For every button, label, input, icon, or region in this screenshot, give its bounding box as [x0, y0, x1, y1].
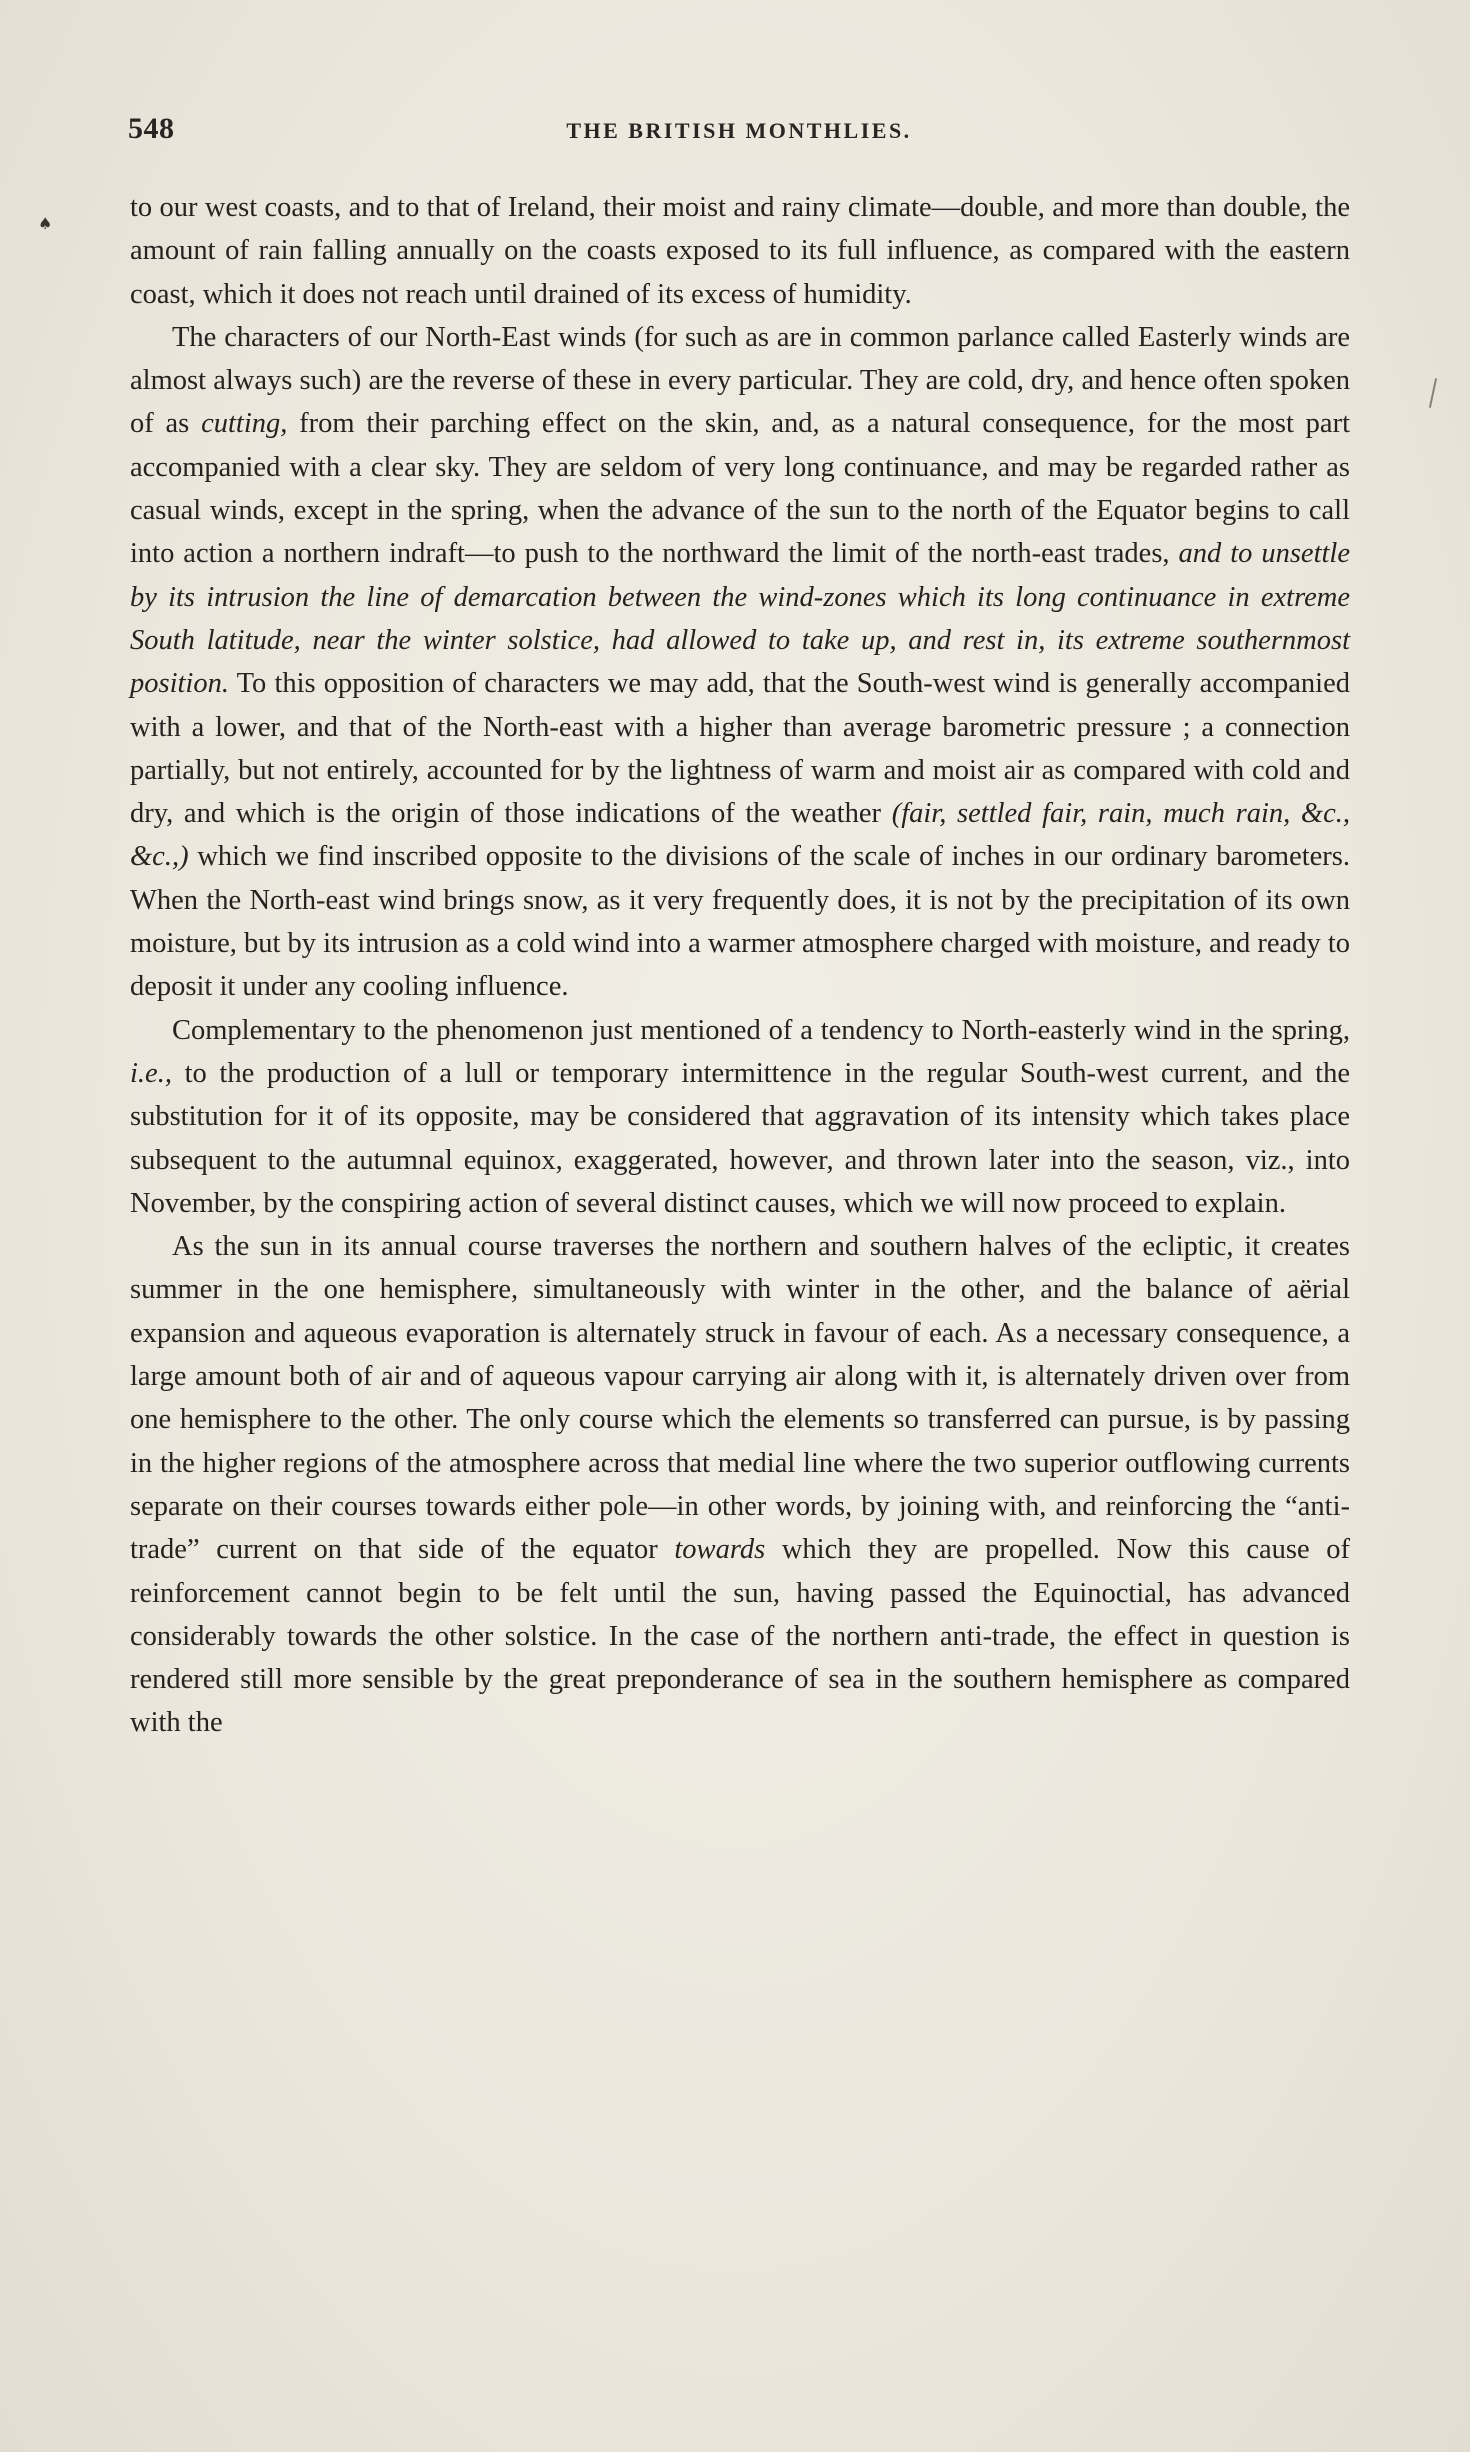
page-number: 548 — [128, 112, 175, 145]
text-run: to the production of a lull or temporary intermittence in the regular South-west current, and the substitution for it of its opposite, may be considered that aggravation of its intensity which takes place subsequent to the autumnal equinox, exaggerated, however, and thrown later into the season, viz., into November, by the conspiring action of several distinct causes, which we will now proceed to explain. — [130, 1057, 1350, 1219]
text-run: The characters of our North-East winds (for such as are in common parlance called Easterly winds are almost always such) are the reverse of these in every particular. They are cold, dry, and hence often spoken of as — [130, 321, 1350, 440]
text-run: Complementary to the phenomenon just mentioned of a tendency to North-easterly wind in the spring, — [172, 1014, 1350, 1046]
italic-text: (fair, settled fair, rain, much rain, &c., &c.,) — [130, 798, 1350, 873]
page-header — [128, 112, 1350, 158]
italic-text: cutting, — [201, 408, 288, 440]
paragraph — [130, 316, 1350, 1009]
text-run: to our west coasts, and to that of Ireland, their moist and rainy climate—double, and more than double, the amount of rain falling annually on the coasts exposed to its full influence, as compared with the eastern coast, which it does not reach until drained of its excess of humidity. — [130, 192, 1350, 310]
paragraph — [130, 186, 1350, 316]
text-run: To this opposition of characters we may add, that the South-west wind is generally accompanied with a lower, and that of the North-east with a higher than average barometric pressure ; a connection partially, but not entirely, accounted for by the lightness of warm and moist air as compared with cold and dry, and which is the origin of those indications of the weather — [130, 668, 1350, 830]
paragraph — [130, 1009, 1350, 1225]
text-run: which they are propelled. Now this cause of reinforcement cannot begin to be felt until the sun, having passed the Equinoctial, has advanced considerably towards the other solstice. In the case of the northern anti-trade, the effect in question is rendered still more sensible by the great preponderance of sea in the southern hemisphere as compared with the — [130, 1534, 1350, 1739]
text-run: which we find inscribed opposite to the divisions of the scale of inches in our ordinary barometers. When the North-east wind brings snow, as it very frequently does, it is not by the precipitation of its own moisture, but by its intrusion as a cold wind into a warmer atmosphere charged with moisture, and ready to deposit it under any cooling influence. — [130, 841, 1350, 1003]
margin-pencil-mark — [1429, 378, 1437, 408]
italic-text: i.e., — [130, 1057, 172, 1089]
text-run: from their parching effect on the skin, and, as a natural consequence, for the most part accompanied with a clear sky. They are seldom of very long continuance, and may be regarded rather as casual winds, except in the spring, when the advance of the sun to the north of the Equator begins to call into action a northern indraft—to push to the northward the limit of the north-east trades, — [130, 408, 1350, 570]
margin-mark-icon: ♠ — [38, 214, 53, 233]
running-head: THE BRITISH MONTHLIES. — [566, 118, 912, 143]
body-text — [130, 186, 1350, 1745]
italic-text: towards — [674, 1534, 766, 1566]
italic-text: and to unsettle by its intrusion the line of demarcation between the wind-zones which its long continuance in extreme South latitude, near the winter solstice, had allowed to take up, and rest in, its extreme southernmost position. — [130, 538, 1350, 700]
paragraph — [130, 1225, 1350, 1745]
text-run: As the sun in its annual course traverses the northern and southern halves of the ecliptic, it creates summer in the one hemisphere, simultaneously with winter in the other, and the balance of aërial expansion and aqueous evaporation is alternately struck in favour of each. As a necessary consequence, a large amount both of air and of aqueous vapour carrying air along with it, is alternately driven over from one hemisphere to the other. The only course which the elements so transferred can pursue, is by passing in the higher regions of the atmosphere across that medial line where the two superior outflowing currents separate on their courses towards either pole—in other words, by joining with, and reinforcing the “anti-trade” current on that side of the equator — [130, 1231, 1350, 1566]
